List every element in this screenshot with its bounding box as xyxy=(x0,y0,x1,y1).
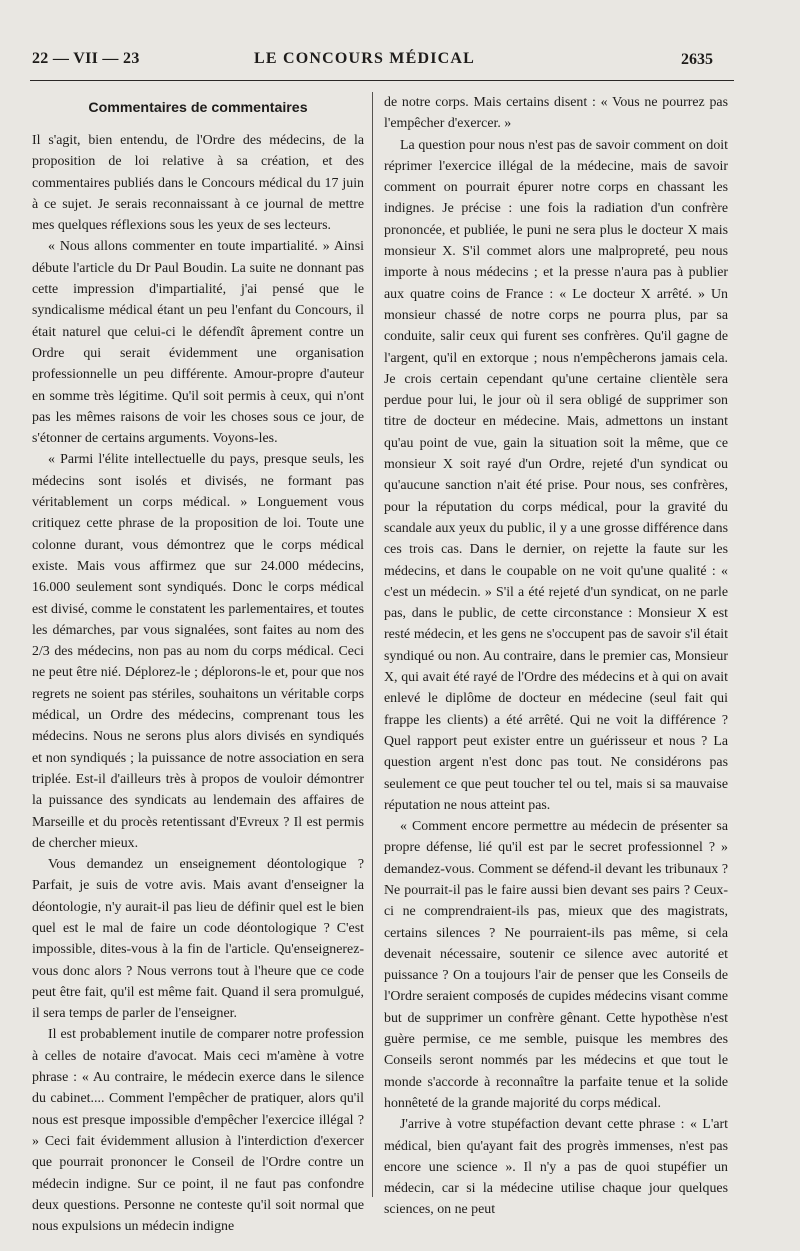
paragraph: La question pour nous n'est pas de savoir comment on doit réprimer l'exercice illégal de la médecine, mais de savoir comment on pourrait épurer notre corps en chassant les indignes. Je précise : une fois la radiation d'un confrère prononcée, et publiée, le puni ne sera plus le docteur X mais monsieur X. S'il commet alors une malpropreté, peu nous importe à nous médecins ; et la presse n'aura pas à publier aux quatre coins de France : « Le docteur X arrêté. » Un monsieur chassé de notre corps ne pourra plus, par sa conduite, salir ceux qui furent ses confrères. Qu'il gagne de l'argent, qu'il en extorque ; nous n'empêcherons jamais cela. Je crois certain cependant qu'une certaine clientèle sera perdue pour lui, le jour où il sera obligé de supprimer son titre de docteur en médecine. Mais, admettons un instant qu'au point de vue, gain la situation soit la même, que ce monsieur X soit rayé d'un Ordre, rejeté d'un syndicat ou qu'aucune sanction n'ait été prise. Pour nous, ses confrères, pour la réputation du corps médical, pour la gravité du scandale aux yeux du public, il y a une grosse différence dans ces trois cas. Dans le dernier, on rejette la faute sur les médecins, et dans le coupable on ne voit qu'une qualité : « c'est un médecin. » S'il a été rejeté d'un syndicat, on ne parle pas, dans le public, de cette circonstance : Monsieur X est resté médecin, et les gens ne s'occupent pas de savoir s'il était syndiqué ou non. Au contraire, dans le premier cas, Monsieur X, qui avait été rayé de l'Ordre des médecins et à qui on avait enlevé le diplôme de docteur en médecine (seul fait qui frappe les clients) a été arrêté. Qui ne voit la différence ? Quel rapport peut exister entre un guérisseur et nous ? La question argent n'est donc pas tout. Ne considérons pas seulement ce que peut toucher tel ou tel, mais si sa mauvaise réputation ne nous atteint pas. xyxy=(384,137,728,813)
header-rule xyxy=(30,80,734,81)
paragraph: « Nous allons commenter en toute impartialité. » Ainsi débute l'article du Dr Paul Boudin. La suite ne donnant pas cette impression d'impartialité, j'ai pensé que le syndicalisme médical étant un peu l'enfant du Concours, il était naturel que celui-ci le défendît âprement contre un Ordre qui serait évidemment une organisation professionnelle un peu différente. Amour-propre d'auteur en somme très légitime. Qu'il soit permis à ceux, qui n'ont pas les mêmes raisons de voir les choses sous ce jour, de s'étonner de certains arguments. Voyons-les. xyxy=(32,239,364,447)
paragraph: J'arrive à votre stupéfaction devant cette phrase : « L'art médical, bien qu'ayant fait des progrès immenses, n'est pas encore une science ». Il n'y a pas de quoi stupéfier un médecin, car si la médecine utilise chaque jour quelques sciences, on ne peut xyxy=(384,1117,728,1218)
section-title: Commentaires de commentaires xyxy=(88,100,308,116)
issue-date: 22 — VII — 23 xyxy=(32,50,140,67)
paragraph: Vous demandez un enseignement déontologique ? Parfait, je suis de votre avis. Mais avant d'enseigner la déontologie, n'y aurait-il pas lieu de définir quel est le bien quel est le mal de faire un code déontologique ? C'est impossible, dites-vous à la fin de l'article. Qu'enseignerez-vous donc alors ? Nous verrons tout à l'heure que ce code peut être fait, qu'il est même fait. Quand il sera promulgué, il sera temps de parler de l'enseigner. xyxy=(32,857,364,1022)
right-column xyxy=(384,92,728,1218)
journal-title: LE CONCOURS MÉDICAL xyxy=(254,50,476,67)
column-divider xyxy=(372,92,373,1197)
paragraph: Il est probablement inutile de comparer notre profession à celles de notaire d'avocat. Mais ceci m'amène à votre phrase : « Au contraire, le médecin exerce dans le silence du cabinet.... Comment l'empêcher de pratiquer, alors qu'il nous est presque impossible d'empêcher l'exercice illégal ? » Ceci fait évidemment allusion à l'interdiction d'exercer que pourrait prononcer le Conseil de l'Ordre contre un médecin indigne. Sur ce point, il ne faut pas confondre deux questions. Personne ne conteste qu'il soit normal que nous expulsions un médecin indigne xyxy=(32,1027,364,1235)
paragraph: Il s'agit, bien entendu, de l'Ordre des médecins, de la proposition de loi relative à sa création, et des commentaires publiés dans le Concours médical du 17 juin à ce sujet. Je serais reconnaissant à ce journal de mettre mes quelques réflexions sous les yeux de ses lecteurs. xyxy=(32,133,364,234)
page-number: 2635 xyxy=(681,51,713,68)
paragraph: « Comment encore permettre au médecin de présenter sa propre défense, lié qu'il est par le secret professionnel ? » demandez-vous. Comment se défend-il devant les tribunaux ? Ne pourrait-il pas le faire aussi bien devant ses pairs ? Ceux-ci ne comprendraient-ils pas, mieux que des magistrats, certains silences ? Ne pourraient-ils pas même, si cela devenait nécessaire, soutenir ce silence avec autorité et puissance ? On a toujours l'air de penser que les Conseils de l'Ordre seraient composés de cupides médecins visant comme but de supprimer un confrère gênant. Cette hypothèse n'est guère permise, ce me semble, puisque les membres des Conseils seront nommés par les médecins et que tout le monde s'accorde à reconnaître la parfaite tenue et la solide honnêteté de la grande majorité du corps médical. xyxy=(384,819,728,1111)
paragraph: « Parmi l'élite intellectuelle du pays, presque seuls, les médecins sont isolés et divisés, ne formant pas véritablement un corps médical. » Longuement vous critiquez cette phrase de la proposition de loi. Toute une colonne durant, vous démontrez que le corps médical existe. Mais vous affirmez que sur 24.000 médecins, 16.000 seulement sont syndiqués. Donc le corps médical est divisé, comme le constatent les parlementaires, et toutes les démarches, par vous signalées, sont faites au nom des 2/3 des médecins, non pas au nom du corps médical. Ceci ne peut être nié. Déplorez-le ; déplorons-le et, pour que nos regrets ne soient pas stériles, souhaitons un véritable corps médical, un Ordre des médecins, comprenant tous les médecins. Nous ne serons plus alors divisés en syndiqués et non syndiqués ; la puissance de notre association en sera triplée. Est-il d'ailleurs très à propos de vouloir démontrer la puissance des syndicats au lendemain des affaires de Marseille et du procès retentissant d'Evreux ? Il est permis de chercher mieux. xyxy=(32,452,364,851)
paragraph: de notre corps. Mais certains disent : « Vous ne pourrez pas l'empêcher d'exercer. » xyxy=(384,95,728,132)
left-column xyxy=(32,92,364,1235)
